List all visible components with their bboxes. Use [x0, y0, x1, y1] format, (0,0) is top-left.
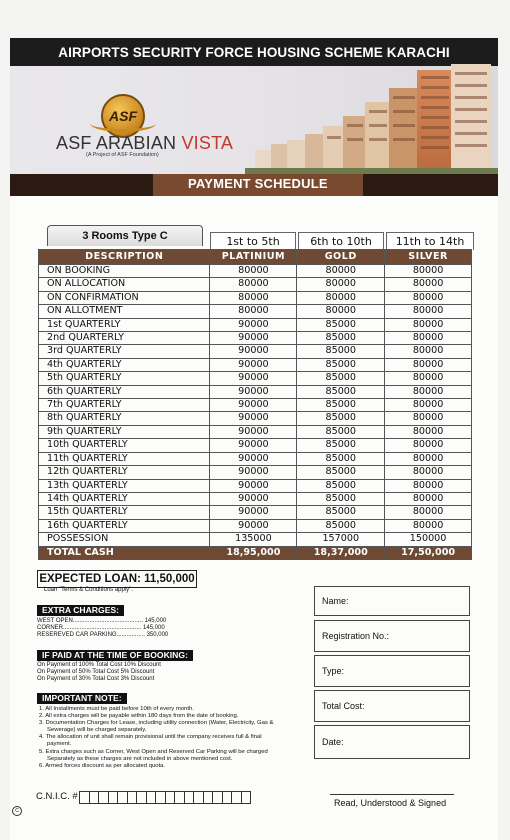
- amount-cell-platinum: 80000: [210, 265, 297, 278]
- cnic-digit-box[interactable]: [241, 791, 252, 804]
- table-row: [39, 479, 472, 492]
- list-item: 1. All Installments must be paid before 10th of every month.: [39, 706, 194, 712]
- table-row: [39, 519, 472, 532]
- amount-cell-gold: 85000: [297, 358, 385, 371]
- row-description: ON CONFIRMATION: [39, 291, 210, 304]
- amount-cell-silver: 80000: [385, 345, 472, 358]
- amount-cell-silver: 80000: [385, 291, 472, 304]
- table-row: [39, 492, 472, 505]
- amount-cell-gold: 85000: [297, 466, 385, 479]
- amount-cell-platinum: 90000: [210, 492, 297, 505]
- amount-cell-platinum: 90000: [210, 519, 297, 532]
- table-row: [39, 345, 472, 358]
- amount-cell-silver: 80000: [385, 385, 472, 398]
- amount-cell-platinum: 90000: [210, 399, 297, 412]
- amount-cell-gold: 85000: [297, 399, 385, 412]
- amount-cell-gold: 85000: [297, 439, 385, 452]
- table-row: [39, 425, 472, 438]
- amount-cell-platinum: 90000: [210, 385, 297, 398]
- amount-cell-silver: 80000: [385, 265, 472, 278]
- list-item: On Payment of 100% Total Cost 10% Discount: [37, 662, 161, 668]
- amount-cell-gold: 85000: [297, 372, 385, 385]
- column-header: PLATINIUM: [210, 250, 297, 265]
- amount-cell-gold: 85000: [297, 492, 385, 505]
- amount-cell-silver: 80000: [385, 452, 472, 465]
- amount-cell-gold: 80000: [297, 278, 385, 291]
- brand-name: [56, 133, 233, 154]
- cnic-input-boxes[interactable]: [80, 791, 251, 804]
- amount-cell-silver: 80000: [385, 439, 472, 452]
- unit-type-tab: 3 Rooms Type C: [47, 225, 203, 246]
- table-row: [39, 318, 472, 331]
- list-item: 6. Armed forces discount as per allocated quota.: [39, 762, 166, 769]
- table-header-row: [39, 250, 472, 265]
- page-mark-icon: C: [12, 806, 22, 816]
- row-description: 5th QUARTERLY: [39, 372, 210, 385]
- cnic-label: C.N.I.C. #: [36, 791, 78, 802]
- type-field[interactable]: Type:: [314, 655, 470, 687]
- row-description: ON ALLOTMENT: [39, 305, 210, 318]
- amount-cell-platinum: 135000: [210, 533, 297, 546]
- list-item: 3. Documentation Charges for Lease, including utility connection (Water, Electricity, Gas & Sewerage) will be charged separately.: [39, 720, 274, 734]
- brand-accent: VISTA: [181, 133, 234, 153]
- amount-cell-platinum: 90000: [210, 425, 297, 438]
- row-description: 7th QUARTERLY: [39, 399, 210, 412]
- amount-cell-gold: 85000: [297, 385, 385, 398]
- column-header: DESCRIPTION: [39, 250, 210, 265]
- amount-cell-gold: 85000: [297, 452, 385, 465]
- amount-cell-platinum: 90000: [210, 466, 297, 479]
- amount-cell-platinum: 18,95,000: [210, 546, 297, 559]
- floor-range-silver: 11th to 14th: [386, 232, 474, 250]
- amount-cell-platinum: 90000: [210, 479, 297, 492]
- amount-cell-gold: 18,37,000: [297, 546, 385, 559]
- row-description: ON ALLOCATION: [39, 278, 210, 291]
- table-row: [39, 466, 472, 479]
- row-description: 10th QUARTERLY: [39, 439, 210, 452]
- extra-charges-heading: EXTRA CHARGES:: [37, 605, 124, 616]
- payment-schedule-title: PAYMENT SCHEDULE: [188, 176, 328, 191]
- row-description: 2nd QUARTERLY: [39, 332, 210, 345]
- amount-cell-gold: 85000: [297, 519, 385, 532]
- amount-cell-silver: 150000: [385, 533, 472, 546]
- table-row: [39, 291, 472, 304]
- amount-cell-gold: 80000: [297, 305, 385, 318]
- asf-logo-emblem: ASF: [101, 94, 145, 138]
- amount-cell-platinum: 90000: [210, 358, 297, 371]
- total-row: [39, 546, 472, 559]
- amount-cell-platinum: 80000: [210, 291, 297, 304]
- table-row: [39, 452, 472, 465]
- name-field[interactable]: Name:: [314, 586, 470, 616]
- table-row: [39, 412, 472, 425]
- amount-cell-silver: 80000: [385, 506, 472, 519]
- amount-cell-gold: 85000: [297, 318, 385, 331]
- loan-note: Loan "Terms & Conditions apply".: [44, 587, 133, 593]
- payment-schedule-table: [38, 249, 472, 560]
- table-row: [39, 533, 472, 546]
- booking-discount-heading: IF PAID AT THE TIME OF BOOKING:: [37, 650, 193, 661]
- row-description: ON BOOKING: [39, 265, 210, 278]
- scheme-title: AIRPORTS SECURITY FORCE HOUSING SCHEME KARACHI: [10, 38, 498, 66]
- row-description: 16th QUARTERLY: [39, 519, 210, 532]
- table-row: [39, 358, 472, 371]
- amount-cell-gold: 80000: [297, 291, 385, 304]
- amount-cell-platinum: 80000: [210, 305, 297, 318]
- amount-cell-silver: 80000: [385, 358, 472, 371]
- row-description: 11th QUARTERLY: [39, 452, 210, 465]
- total-cost-field[interactable]: Total Cost:: [314, 690, 470, 722]
- table-row: [39, 439, 472, 452]
- list-item: 2. All extra charges will be payable within 180 days from the date of booking.: [39, 713, 239, 720]
- amount-cell-gold: 85000: [297, 412, 385, 425]
- brand-tagline: (A Project of ASF Foundation): [86, 152, 159, 158]
- table-row: [39, 372, 472, 385]
- date-field[interactable]: Date:: [314, 725, 470, 759]
- apartment-buildings-illustration: [245, 60, 498, 178]
- amount-cell-platinum: 90000: [210, 506, 297, 519]
- table-row: [39, 278, 472, 291]
- booking-discount-list: [37, 662, 161, 684]
- amount-cell-silver: 80000: [385, 318, 472, 331]
- amount-cell-silver: 80000: [385, 332, 472, 345]
- row-description: 3rd QUARTERLY: [39, 345, 210, 358]
- floor-range-platinum: 1st to 5th: [210, 232, 296, 250]
- row-description: 15th QUARTERLY: [39, 506, 210, 519]
- amount-cell-gold: 85000: [297, 332, 385, 345]
- row-description: 6th QUARTERLY: [39, 385, 210, 398]
- amount-cell-silver: 80000: [385, 305, 472, 318]
- row-description: 9th QUARTERLY: [39, 425, 210, 438]
- list-item: On Payment of 30% Total Cost 3% Discount: [37, 676, 155, 683]
- signature-caption: Read, Understood & Signed: [334, 798, 447, 808]
- row-description: TOTAL CASH: [39, 546, 210, 559]
- table-row: [39, 265, 472, 278]
- amount-cell-silver: 80000: [385, 278, 472, 291]
- list-item: WEST OPEN.......................................... 145,000: [37, 618, 167, 624]
- list-item: On Payment of 50% Total Cost 5% Discount: [37, 669, 155, 676]
- amount-cell-platinum: 90000: [210, 372, 297, 385]
- amount-cell-platinum: 90000: [210, 412, 297, 425]
- amount-cell-platinum: 90000: [210, 318, 297, 331]
- list-item: CORNER............................................... 145,000: [37, 625, 165, 632]
- amount-cell-platinum: 90000: [210, 452, 297, 465]
- registration-field[interactable]: Registration No.:: [314, 620, 470, 652]
- amount-cell-silver: 80000: [385, 399, 472, 412]
- signature-line: [330, 794, 454, 795]
- amount-cell-silver: 80000: [385, 466, 472, 479]
- amount-cell-platinum: 80000: [210, 278, 297, 291]
- important-note-heading: IMPORTANT NOTE:: [37, 693, 127, 704]
- amount-cell-gold: 85000: [297, 479, 385, 492]
- amount-cell-platinum: 90000: [210, 439, 297, 452]
- row-description: POSSESSION: [39, 533, 210, 546]
- table-row: [39, 305, 472, 318]
- amount-cell-gold: 85000: [297, 345, 385, 358]
- amount-cell-gold: 80000: [297, 265, 385, 278]
- row-description: 1st QUARTERLY: [39, 318, 210, 331]
- amount-cell-silver: 80000: [385, 425, 472, 438]
- column-header: GOLD: [297, 250, 385, 265]
- important-note-list: [37, 706, 287, 770]
- extra-charges-list: [37, 618, 168, 640]
- list-item: RESEREVED CAR PARKING................. 350,000: [37, 632, 169, 639]
- expected-loan: EXPECTED LOAN: 11,50,000: [37, 570, 197, 588]
- table-row: [39, 385, 472, 398]
- table-row: [39, 506, 472, 519]
- table-row: [39, 399, 472, 412]
- amount-cell-silver: 80000: [385, 519, 472, 532]
- amount-cell-platinum: 90000: [210, 332, 297, 345]
- row-description: 14th QUARTERLY: [39, 492, 210, 505]
- amount-cell-gold: 85000: [297, 506, 385, 519]
- brand-main: ASF ARABIAN: [56, 133, 182, 153]
- amount-cell-gold: 157000: [297, 533, 385, 546]
- row-description: 12th QUARTERLY: [39, 466, 210, 479]
- row-description: 8th QUARTERLY: [39, 412, 210, 425]
- row-description: 13th QUARTERLY: [39, 479, 210, 492]
- amount-cell-silver: 17,50,000: [385, 546, 472, 559]
- amount-cell-silver: 80000: [385, 412, 472, 425]
- list-item: 4. The allocation of unit shall remain provisional until the company receives full & final payment.: [39, 734, 262, 748]
- table-row: [39, 332, 472, 345]
- amount-cell-silver: 80000: [385, 492, 472, 505]
- column-header: SILVER: [385, 250, 472, 265]
- amount-cell-silver: 80000: [385, 479, 472, 492]
- amount-cell-platinum: 90000: [210, 345, 297, 358]
- list-item: 5. Extra charges such as Corner, West Open and Reserved Car Parking will be charged Separately as these charges are not included in above mentioned cost.: [39, 748, 268, 762]
- amount-cell-gold: 85000: [297, 425, 385, 438]
- logo-swoosh-icon: [90, 115, 156, 132]
- floor-range-gold: 6th to 10th: [298, 232, 384, 250]
- row-description: 4th QUARTERLY: [39, 358, 210, 371]
- amount-cell-silver: 80000: [385, 372, 472, 385]
